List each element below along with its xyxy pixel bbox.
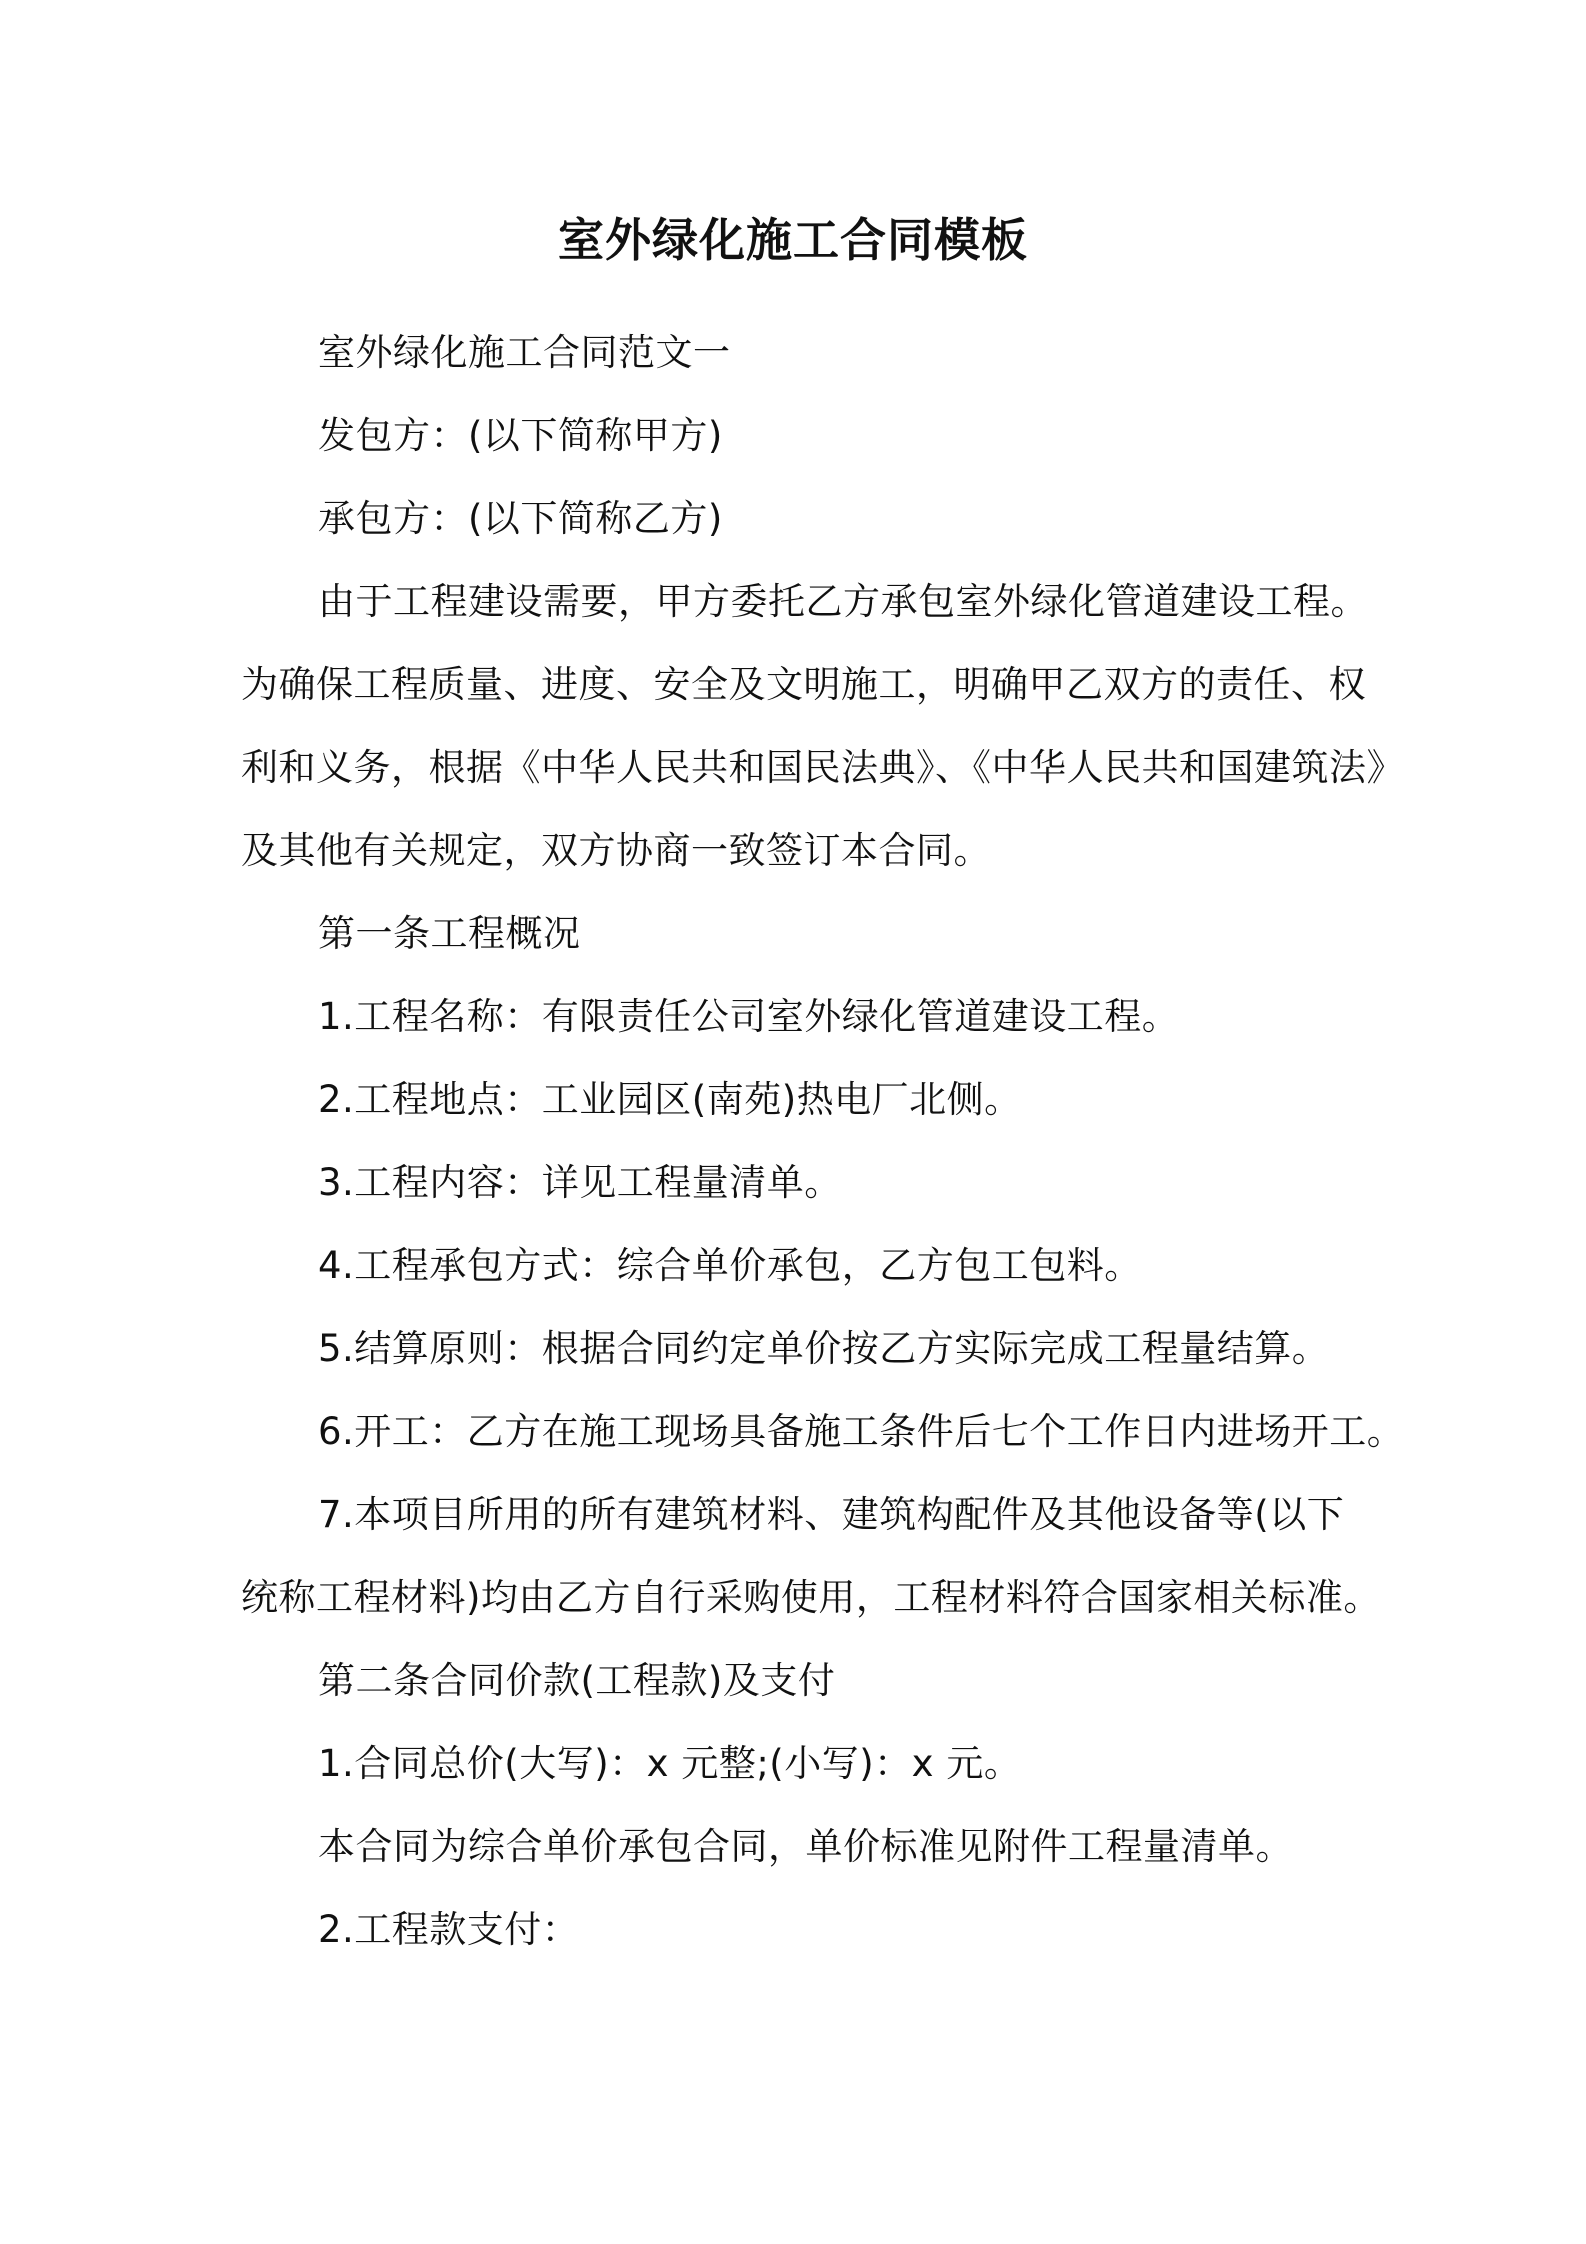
list-item: 1.合同总价(大写)：x 元整;(小写)：x 元。: [318, 1742, 1022, 1785]
section-heading-1: 第一条工程概况: [318, 912, 581, 955]
paragraph-party-b: 承包方：(以下简称乙方): [318, 497, 723, 540]
paragraph-intro-line-3: 利和义务，根据《中华人民共和国民法典》、《中华人民共和国建筑法》: [241, 746, 1404, 789]
paragraph-intro-line-4: 及其他有关规定，双方协商一致签订本合同。: [241, 829, 991, 872]
paragraph-intro-line-2: 为确保工程质量、进度、安全及文明施工，明确甲乙双方的责任、权: [241, 663, 1366, 706]
list-item: 4.工程承包方式：综合单价承包，乙方包工包料。: [318, 1244, 1142, 1287]
list-item: 2.工程款支付：: [318, 1908, 580, 1951]
paragraph: 本合同为综合单价承包合同，单价标准见附件工程量清单。: [318, 1825, 1293, 1868]
list-item: 7.本项目所用的所有建筑材料、建筑构配件及其他设备等(以下: [318, 1493, 1345, 1536]
list-item: 3.工程内容：详见工程量清单。: [318, 1161, 842, 1204]
list-item: 6.开工：乙方在施工现场具备施工条件后七个工作日内进场开工。: [318, 1410, 1405, 1453]
paragraph-party-a: 发包方：(以下简称甲方): [318, 414, 723, 457]
list-item: 5.结算原则：根据合同约定单价按乙方实际完成工程量结算。: [318, 1327, 1330, 1370]
list-item: 1.工程名称：有限责任公司室外绿化管道建设工程。: [318, 995, 1180, 1038]
list-item-continuation: 统称工程材料)均由乙方自行采购使用，工程材料符合国家相关标准。: [241, 1576, 1381, 1619]
section-heading-2: 第二条合同价款(工程款)及支付: [318, 1659, 836, 1702]
document-title: 室外绿化施工合同模板: [558, 213, 1028, 267]
paragraph-subtitle: 室外绿化施工合同范文一: [318, 331, 731, 374]
list-item: 2.工程地点：工业园区(南苑)热电厂北侧。: [318, 1078, 1022, 1121]
paragraph-intro-line-1: 由于工程建设需要，甲方委托乙方承包室外绿化管道建设工程。: [318, 580, 1368, 623]
